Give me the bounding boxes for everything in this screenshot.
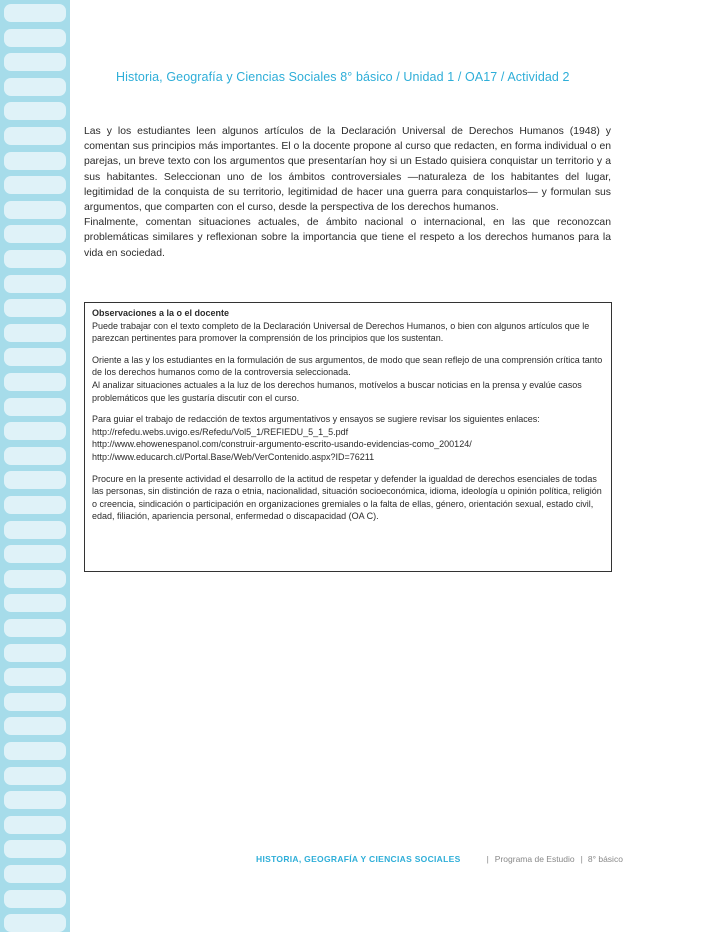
observations-paragraph-2: Oriente a las y los estudiantes en la formulación de sus argumentos, de modo que sean reflejo de una comprensión crítica tanto de los derechos humanos como de la controversia seleccionada. — [92, 354, 603, 378]
binder-hole — [4, 29, 66, 47]
observations-paragraph-3: Al analizar situaciones actuales a la luz de los derechos humanos, motívelos a buscar noticias en la prensa y evalúe casos problemáticos que les gustaría discutir con el curso. — [92, 379, 582, 403]
observations-title: Observaciones a la o el docente — [92, 308, 230, 318]
binder-hole — [4, 545, 66, 563]
binder-hole — [4, 127, 66, 145]
footer-subject: HISTORIA, GEOGRAFÍA Y CIENCIAS SOCIALES — [256, 854, 461, 864]
binder-hole — [4, 348, 66, 366]
binder-hole — [4, 570, 66, 588]
observations-paragraph-1: Puede trabajar con el texto completo de la Declaración Universal de Derechos Humanos, o bien con algunos artículos que le parezcan pertinentes para promover la comprensión de los principios que los sustentan. — [92, 320, 590, 344]
binder-sidebar — [0, 0, 70, 932]
reference-link[interactable]: http://www.ehowenespanol.com/construir-argumento-escrito-usando-evidencias-como_200124/ — [92, 439, 472, 450]
footer-program: Programa de Estudio — [494, 854, 575, 864]
page-footer — [256, 854, 656, 864]
binder-hole — [4, 78, 66, 96]
binder-hole — [4, 102, 66, 120]
binder-hole — [4, 521, 66, 539]
binder-hole — [4, 816, 66, 834]
footer-separator: | — [486, 854, 489, 864]
binder-hole — [4, 152, 66, 170]
reference-link[interactable]: http://refedu.webs.uvigo.es/Refedu/Vol5_1/REFIEDU_5_1_5.pdf — [92, 426, 349, 437]
binder-hole — [4, 471, 66, 489]
binder-hole — [4, 275, 66, 293]
binder-hole — [4, 742, 66, 760]
binder-hole — [4, 4, 66, 22]
binder-hole — [4, 693, 66, 711]
binder-hole — [4, 250, 66, 268]
binder-hole — [4, 496, 66, 514]
binder-hole — [4, 914, 66, 932]
page-title: Historia, Geografía y Ciencias Sociales 8° básico / Unidad 1 / OA17 / Actividad 2 — [116, 70, 570, 84]
observations-paragraph-4: Para guiar el trabajo de redacción de textos argumentativos y ensayos se sugiere revisar los siguientes enlaces: — [92, 414, 540, 425]
activity-paragraph-2: Finalmente, comentan situaciones actuales, de ámbito nacional o internacional, en las que reconozcan problemáticas similares y reflexionan sobre la importancia que tiene el respeto a los derechos humanos para la vida en sociedad. — [84, 217, 611, 259]
binder-hole — [4, 865, 66, 883]
binder-hole — [4, 373, 66, 391]
binder-hole — [4, 644, 66, 662]
binder-hole — [4, 840, 66, 858]
footer-grade: 8° básico — [587, 854, 623, 864]
binder-hole — [4, 668, 66, 686]
binder-hole — [4, 717, 66, 735]
footer-separator: | — [580, 854, 583, 864]
binder-hole — [4, 791, 66, 809]
binder-hole — [4, 422, 66, 440]
binder-hole — [4, 176, 66, 194]
binder-hole — [4, 324, 66, 342]
activity-paragraph-1: Las y los estudiantes leen algunos artículos de la Declaración Universal de Derechos Humanos (1948) y comentan sus principios más importantes. El o la docente propone al curso que redacten, en forma individual o en parejas, un breve texto con los argumentos que presentarían hoy si un Estado quisiera conquistar un territorio y a sus habitantes. Seleccionan uno de los ámbitos controversiales —naturaleza de los habitantes del lugar, legitimidad de la conquista de su territorio, legitimidad de hacer una guerra para conquistarlos— y formulan sus argumentos, que comparten con el curso, desde la perspectiva de los derechos humanos. — [84, 126, 611, 214]
binder-hole — [4, 53, 66, 71]
teacher-observations-box — [84, 302, 612, 572]
binder-hole — [4, 594, 66, 612]
binder-hole — [4, 890, 66, 908]
binder-hole — [4, 447, 66, 465]
binder-hole — [4, 619, 66, 637]
binder-hole — [4, 299, 66, 317]
observations-paragraph-5: Procure en la presente actividad el desarrollo de la actitud de respetar y defender la igualdad de derechos esenciales de todas las personas, sin distinción de raza o etnia, nacionalidad, situación socioeconómica, idioma, ideología u opinión política, religión o creencia, sindicación o participación en organizaciones gremiales o la falta de ellas, género, orientación sexual, estado civil, edad, filiación, apariencia personal, enfermedad o discapacidad (OA C). — [92, 473, 602, 522]
binder-hole — [4, 225, 66, 243]
binder-hole — [4, 767, 66, 785]
binder-hole — [4, 398, 66, 416]
reference-link[interactable]: http://www.educarch.cl/Portal.Base/Web/VerContenido.aspx?ID=76211 — [92, 451, 375, 462]
activity-text — [84, 124, 611, 261]
binder-hole — [4, 201, 66, 219]
